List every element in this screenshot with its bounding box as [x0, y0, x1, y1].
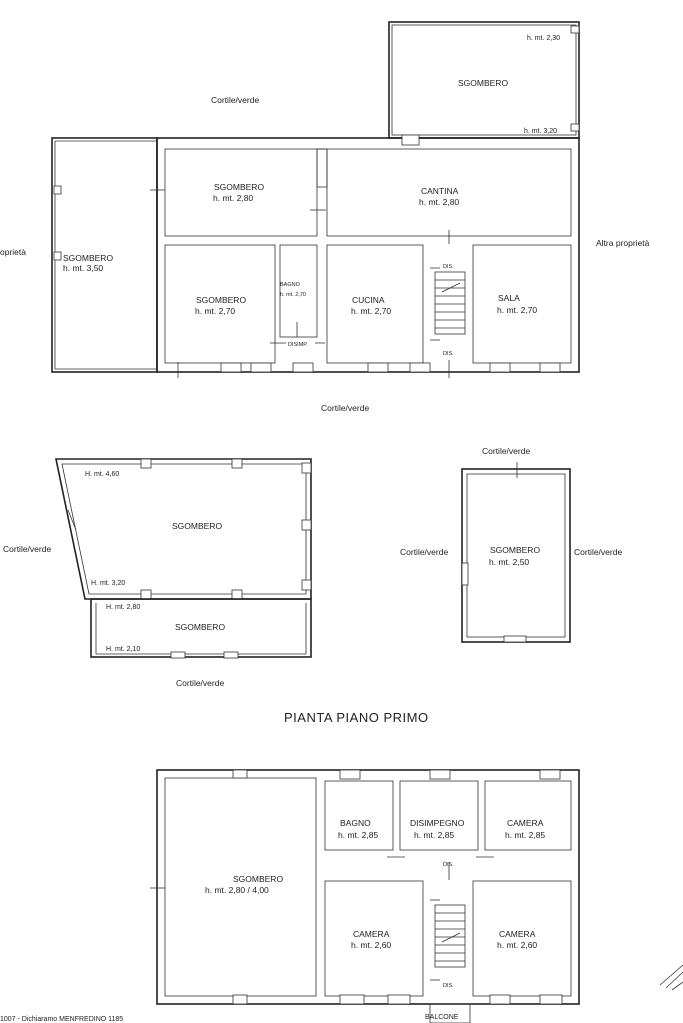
first-stair [430, 900, 465, 980]
north-arrow-icon [660, 965, 683, 990]
annex-height-top: h. mt. 2,30 [527, 35, 561, 42]
left-wing-name: SGOMBERO [63, 253, 114, 263]
shed-name: SGOMBERO [172, 521, 223, 531]
sgombero-mid-height: h. mt. 2,70 [195, 306, 236, 316]
first-floor-title: PIANTA PIANO PRIMO [284, 710, 429, 725]
ff-camera-1-name: CAMERA [507, 818, 544, 828]
ff-camera-2-height: h. mt. 2,60 [351, 940, 392, 950]
small-height: h. mt. 2,50 [489, 557, 530, 567]
ff-bagno-name: BAGNO [340, 818, 371, 828]
lean-to-height-bottom: H. mt. 2,10 [106, 646, 141, 653]
cortile-label-small-east: Cortile/verde [574, 547, 623, 557]
cortile-label-north: Cortile/verde [211, 95, 260, 105]
sala-height: h. mt. 2,70 [497, 305, 538, 315]
ff-sgombero-name: SGOMBERO [233, 874, 284, 884]
ff-camera-2-name: CAMERA [353, 929, 390, 939]
dis-label-lower: DIS. [443, 351, 454, 357]
bagno-height: h. mt. 2,70 [280, 292, 306, 298]
ff-sgombero-height: h. mt. 2,80 / 4,00 [205, 885, 269, 895]
cortile-label-small-west: Cortile/verde [400, 547, 449, 557]
cucina-name: CUCINA [352, 295, 385, 305]
shed-height-bottom: H. mt. 3,20 [91, 580, 126, 587]
dis-label-upper: DIS. [443, 264, 454, 270]
disimp-label: DISIMP. [288, 342, 308, 348]
cortile-label-shed-south: Cortile/verde [176, 678, 225, 688]
cortile-label-south: Cortile/verde [321, 403, 370, 413]
ff-camera-3-name: CAMERA [499, 929, 536, 939]
ff-disimpegno-height: h. mt. 2,85 [414, 830, 455, 840]
altra-proprieta-left: oprietà [0, 247, 26, 257]
ff-camera-1-height: h. mt. 2,85 [505, 830, 546, 840]
ff-bagno-height: h. mt. 2,85 [338, 830, 379, 840]
first-floor-plan [150, 770, 579, 1023]
balcone-label: BALCONE [425, 1014, 459, 1021]
cucina-height: h. mt. 2,70 [351, 306, 392, 316]
cortile-label-small-north: Cortile/verde [482, 446, 531, 456]
room-bagno [280, 245, 317, 337]
cantina-name: CANTINA [421, 186, 459, 196]
room-sala [473, 245, 571, 363]
house-outline [157, 138, 579, 372]
cortile-label-west: Cortile/verde [3, 544, 52, 554]
ff-disimpegno-name: DISIMPEGNO [410, 818, 465, 828]
ff-camera-3-height: h. mt. 2,60 [497, 940, 538, 950]
annex-name: SGOMBERO [458, 78, 509, 88]
ff-dis-upper: DIS. [443, 862, 454, 868]
altra-proprieta-right: Altra proprietà [596, 238, 650, 248]
shed-height-top: H. mt. 4,60 [85, 471, 120, 478]
annex-height-bottom: h. mt. 3,20 [524, 128, 558, 135]
left-wing-height: h. mt. 3,50 [63, 263, 104, 273]
cantina-height: h. mt. 2,80 [419, 197, 460, 207]
sala-name: SALA [498, 293, 520, 303]
ground-floor-plan [52, 22, 579, 378]
small-name: SGOMBERO [490, 545, 541, 555]
sgombero-top-name: SGOMBERO [214, 182, 265, 192]
footer-caption: 1007 - Dichiaramo MENFREDINO 1185 [0, 1016, 124, 1023]
sgombero-top-height: h. mt. 2,80 [213, 193, 254, 203]
ff-dis-lower: DIS. [443, 983, 454, 989]
lean-to-height-top: H. mt. 2,80 [106, 604, 141, 611]
lean-to-name: SGOMBERO [175, 622, 226, 632]
bagno-name: BAGNO [280, 282, 300, 288]
sgombero-mid-name: SGOMBERO [196, 295, 247, 305]
